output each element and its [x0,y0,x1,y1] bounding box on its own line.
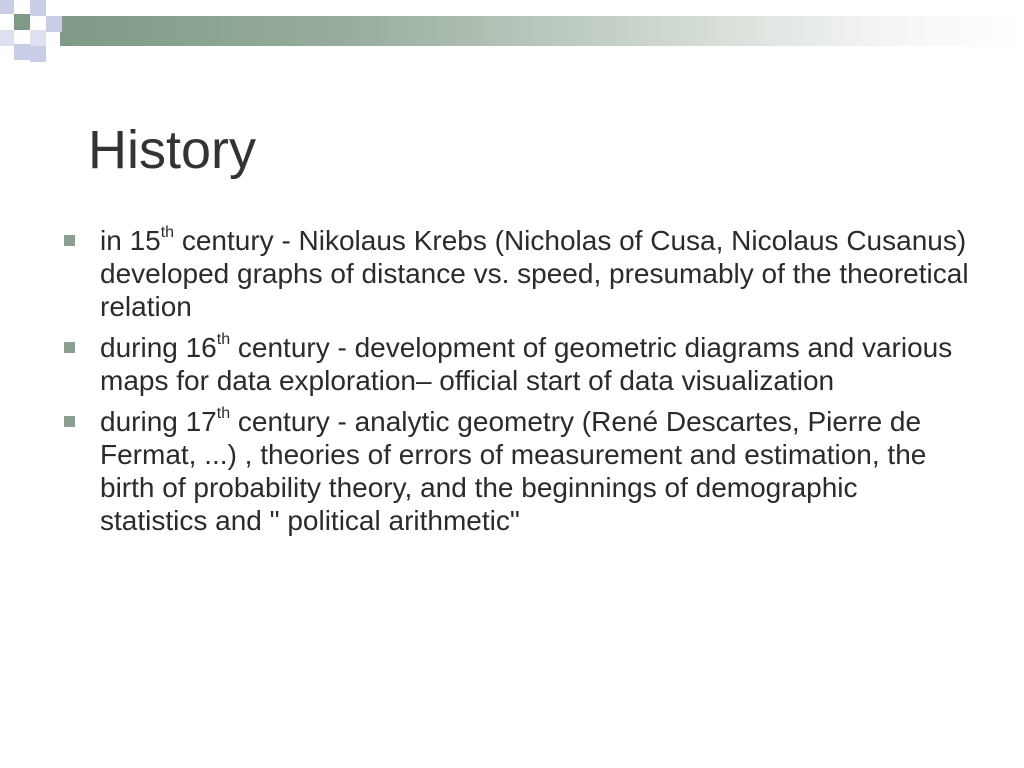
square-bullet-icon [64,342,75,353]
square-bullet-icon [64,416,75,427]
bullet-text-prefix: in 15 [100,225,161,256]
bullet-text: century - analytic geometry (René Descartes, Pierre de Fermat, ...) , theories of errors of measurement and estimation, the birth of probability theory, and the beginnings of demographic statistics and " political arithmetic" [100,406,927,536]
ordinal-suffix: th [160,223,175,241]
decorative-square [14,14,30,30]
decorative-square [30,0,46,16]
decorative-square [30,30,46,46]
decorative-square [0,30,14,46]
slide-title: History [88,120,257,180]
bullet-text-prefix: during 17 [100,406,217,437]
ordinal-suffix: th [216,330,231,348]
ordinal-suffix: th [216,404,231,422]
bullet-text: century - Nikolaus Krebs (Nicholas of Cusa, Nicolaus Cusanus) developed graphs of distance vs. speed, presumably of the theoretical relation [100,225,969,322]
bullet-item [62,331,972,397]
decorative-square [46,16,62,32]
header-decoration-band [60,16,1024,46]
bullet-text: century - development of geometric diagrams and various maps for data exploration– official start of data visualization [100,332,953,396]
bullet-item [62,405,972,537]
decorative-square [14,44,30,60]
bullet-item [62,224,972,323]
decorative-square [0,0,14,14]
bullet-list [62,224,972,545]
bullet-text-prefix: during 16 [100,332,217,363]
square-bullet-icon [64,235,75,246]
decorative-square [30,46,46,62]
